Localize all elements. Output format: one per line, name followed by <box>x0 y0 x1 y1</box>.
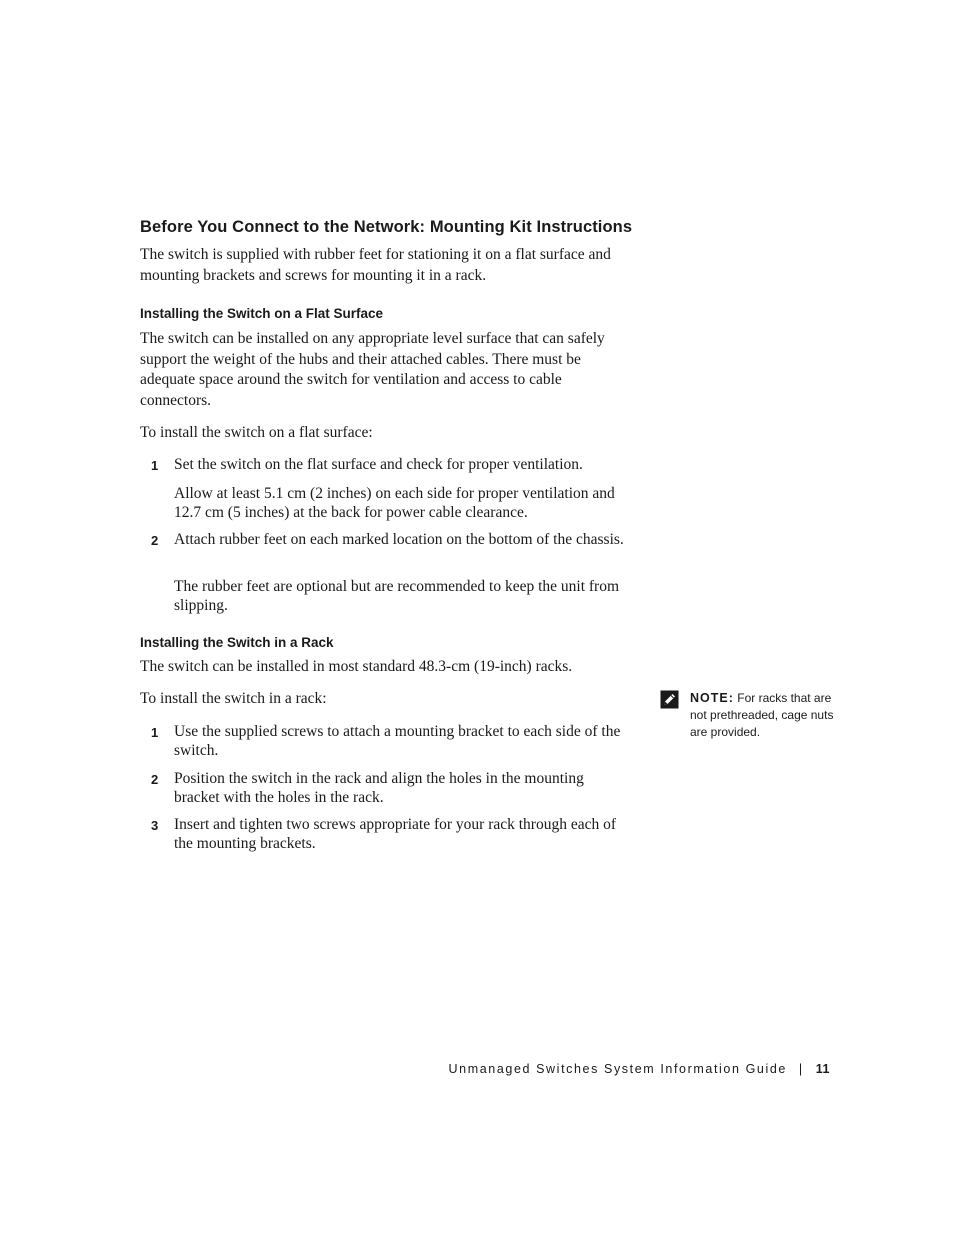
flat-step-subtext: Allow at least 5.1 cm (2 inches) on each side for proper ventilation and 12.7 cm (5 inches) at the back for power cable clearance. <box>174 485 615 521</box>
rack-step-number: 3 <box>151 818 159 833</box>
note-body: For racks that are not prethreaded, cage nuts are provided. <box>690 691 834 739</box>
flat-step-text: Set the switch on the flat surface and check for proper ventilation. <box>174 456 583 473</box>
flat-step-subtext: The rubber feet are optional but are recommended to keep the unit from slipping. <box>174 578 620 614</box>
note-pencil-icon <box>660 690 679 709</box>
rack-step-number: 1 <box>151 725 159 740</box>
flat-surface-heading: Installing the Switch on a Flat Surface <box>140 306 384 321</box>
page-number: 11 <box>815 1062 830 1076</box>
section-intro: The switch is supplied with rubber feet for stationing it on a flat surface and mounting brackets and screws for mounting it in a rack. <box>140 246 611 284</box>
flat-step-number: 1 <box>151 458 159 473</box>
footer-guide-title: Unmanaged Switches System Information Guide <box>448 1062 787 1076</box>
flat-surface-paragraph: The switch can be installed on any appropriate level surface that can safely support the weight of the hubs and their attached cables. There must be adequate space around the switch for ventilation and access to cable connectors. <box>140 330 605 409</box>
rack-step-text: Insert and tighten two screws appropriate for your rack through each of the mounting brackets. <box>174 816 617 852</box>
flat-surface-lead: To install the switch on a flat surface: <box>140 424 373 441</box>
section-title: Before You Connect to the Network: Mounting Kit Instructions <box>140 218 633 236</box>
rack-paragraph: The switch can be installed in most standard 48.3-cm (19-inch) racks. <box>140 658 573 675</box>
rack-step-text: Position the switch in the rack and align the holes in the mounting bracket with the holes in the rack. <box>174 770 584 806</box>
page-footer <box>449 1062 830 1076</box>
note-label: NOTE: <box>690 691 734 705</box>
rack-step-text: Use the supplied screws to attach a mounting bracket to each side of the switch. <box>174 723 621 759</box>
rack-step-number: 2 <box>151 772 159 787</box>
footer-separator: | <box>798 1062 804 1076</box>
flat-step-number: 2 <box>151 533 159 548</box>
flat-step-text: Attach rubber feet on each marked location on the bottom of the chassis. <box>174 531 624 548</box>
rack-heading: Installing the Switch in a Rack <box>140 635 334 650</box>
note-text <box>690 690 845 741</box>
rack-lead: To install the switch in a rack: <box>140 690 327 707</box>
